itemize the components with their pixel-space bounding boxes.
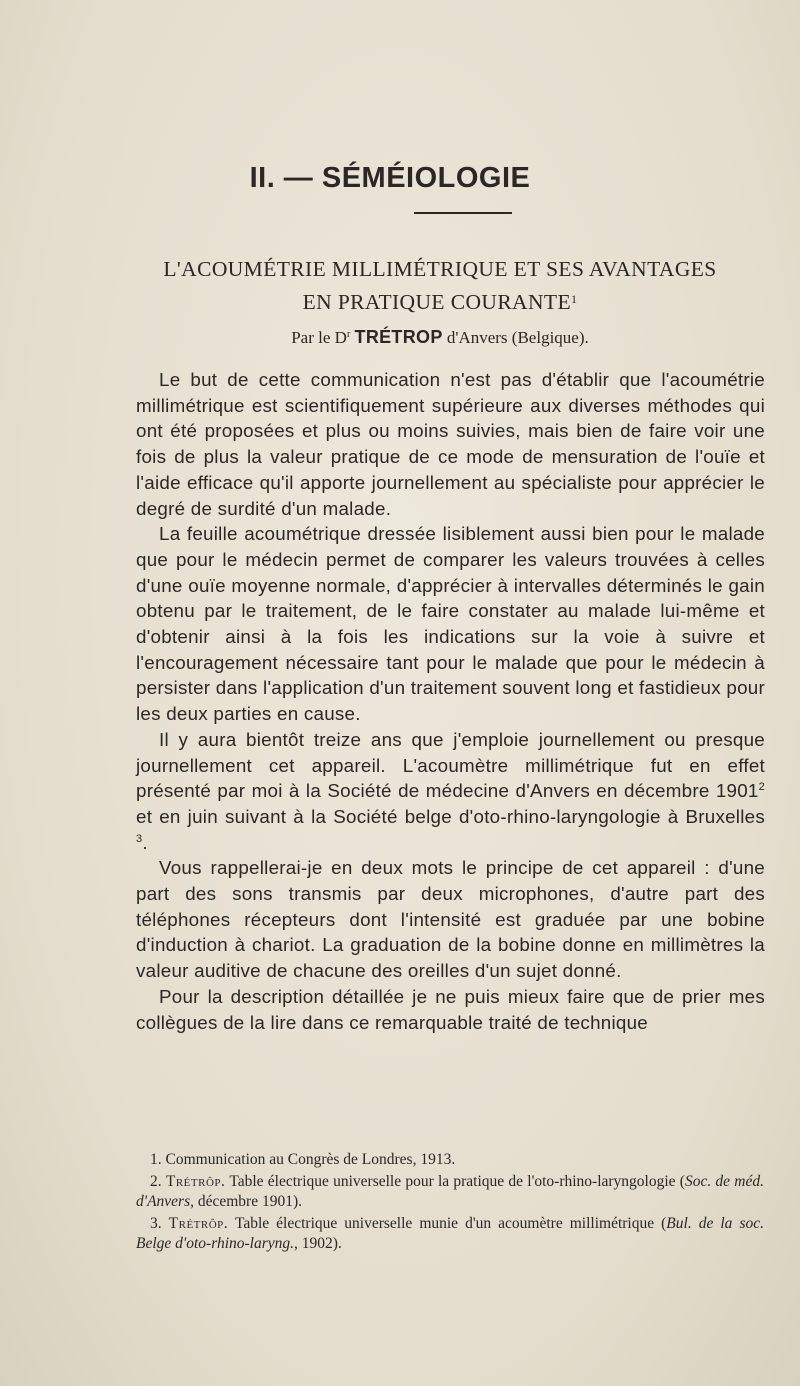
footnote-2-author: Trétrôp. bbox=[165, 1172, 226, 1190]
paragraph-5: Pour la description détaillée je ne puis mieux faire que de prier mes collègues de la lire dans ce remarquable traité de technique bbox=[136, 985, 765, 1033]
byline-suffix: d'Anvers (Belgique). bbox=[446, 328, 589, 347]
article-title-line-2 bbox=[100, 284, 780, 317]
footnote-2-number: 2. bbox=[150, 1172, 162, 1190]
article-title bbox=[100, 254, 780, 317]
title-divider bbox=[414, 212, 512, 214]
paragraph-3-part-c: . bbox=[142, 831, 148, 853]
paragraph-3-part-b: et en juin suivant à la Société belge d'oto-rhino-laryngologie à Bruxelles bbox=[136, 805, 765, 827]
footnote-3-number: 3. bbox=[150, 1214, 162, 1232]
byline bbox=[100, 327, 780, 348]
footnote-2-source: Soc. de méd. d'Anvers bbox=[136, 1172, 764, 1210]
footnote-3-author: Trétrôp. bbox=[168, 1214, 229, 1232]
footnote-1-number: 1. bbox=[150, 1151, 162, 1168]
footnote-3-text: Table électrique universelle munie d'un acoumètre millimétrique ( bbox=[234, 1214, 667, 1232]
footnote-1 bbox=[136, 1150, 764, 1171]
footnote-2-text: Table électrique universelle pour la pratique de l'oto-rhino-laryngologie ( bbox=[229, 1172, 685, 1190]
byline-prefix: Par le D bbox=[291, 328, 347, 347]
article-title-line-2-text: EN PRATIQUE COURANTE bbox=[302, 290, 571, 314]
footnote-1-text: Communication au Congrès de Londres, 1913. bbox=[165, 1151, 456, 1168]
footnote-3 bbox=[136, 1214, 764, 1255]
paragraph-1: Le but de cette communication n'est pas d'établir que l'acoumétrie millimétrique est scientifiquement supérieure aux diverses méthodes qui ont été proposées et plus ou moins suivies, mais bien de faire voir une fois de plus la valeur pratique de ce mode de mensuration de l'ouïe et l'aide efficace qu'il apporte journellement au spécialiste pour apprécier le degré de surdité d'un malade. bbox=[136, 369, 765, 519]
section-title: II. — SÉMÉIOLOGIE bbox=[249, 162, 531, 194]
footnote-2 bbox=[136, 1172, 764, 1213]
footnote-ref-1[interactable]: 1 bbox=[570, 292, 578, 306]
footnote-ref-3[interactable]: 3 bbox=[136, 832, 143, 845]
footnote-2-tail: , décembre 1901). bbox=[190, 1193, 303, 1210]
article-title-line-1: L'ACOUMÉTRIE MILLIMÉTRIQUE ET SES AVANTAGES bbox=[163, 257, 717, 281]
footnotes bbox=[136, 1150, 764, 1256]
paragraph-2: La feuille acoumétrique dressée lisiblement aussi bien pour le malade que pour le médecin permet de comparer les valeurs trouvées à celles d'une ouïe moyenne normale, d'apprécier à intervalles déterminés le gain obtenu par le traitement, de le faire constater au malade lui-même et d'obtenir ainsi à la fois les indications sur la voie à suivre et l'encouragement nécessaire tant pour le malade que pour le médecin à persister dans l'application d'un traitement souvent long et fastidieux pour les deux parties en cause. bbox=[136, 523, 765, 725]
paragraph-3 bbox=[136, 727, 765, 856]
body-text bbox=[136, 367, 765, 1035]
footnote-3-source: Bul. de la soc. Belge d'oto-rhino-laryng. bbox=[136, 1214, 764, 1252]
footnote-ref-2[interactable]: 2 bbox=[758, 781, 765, 794]
paragraph-3-part-a: Il y aura bientôt treize ans que j'emploie journellement ou presque journellement cet appareil. L'acoumètre millimétrique fut en effet présenté par moi à la Société de médecine d'Anvers en décembre 1901 bbox=[136, 728, 765, 802]
author-name: TRÉTROP bbox=[354, 327, 443, 347]
paragraph-4: Vous rappellerai-je en deux mots le principe de cet appareil : d'une part des sons transmis par deux microphones, d'autre part des téléphones récepteurs dont l'intensité est graduée par une bobine d'induction à chariot. La graduation de la bobine donne en millimètres la valeur auditive de chacune des oreilles d'un sujet donné. bbox=[136, 857, 765, 982]
byline-prefix-sup: r bbox=[346, 329, 351, 340]
footnote-3-tail: , 1902). bbox=[294, 1235, 342, 1252]
